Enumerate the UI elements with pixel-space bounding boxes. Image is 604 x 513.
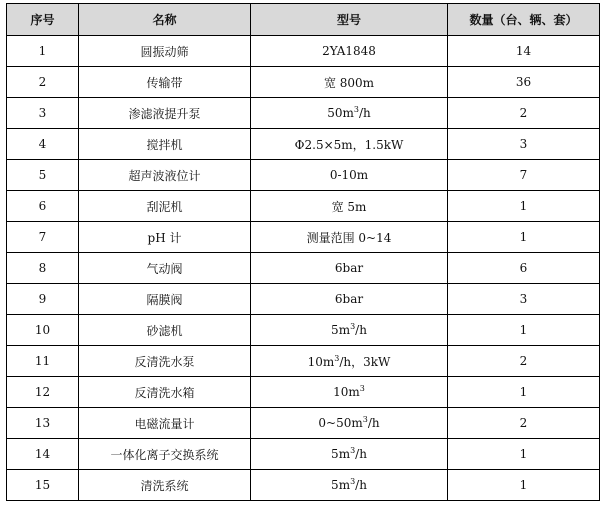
cell-quantity: 3 bbox=[448, 129, 600, 160]
cell-model: $10m^3/h$，3kW bbox=[251, 346, 448, 377]
table-row bbox=[7, 160, 600, 191]
cell-index: 7 bbox=[7, 222, 79, 253]
table-row bbox=[7, 439, 600, 470]
equipment-table bbox=[6, 3, 600, 501]
cell-name: 气动阀 bbox=[79, 253, 251, 284]
cell-quantity: 1 bbox=[448, 315, 600, 346]
cell-name: 反清洗水泵 bbox=[79, 346, 251, 377]
table-row bbox=[7, 67, 600, 98]
table-row bbox=[7, 98, 600, 129]
cell-quantity: 3 bbox=[448, 284, 600, 315]
cell-quantity: 1 bbox=[448, 377, 600, 408]
table-row bbox=[7, 377, 600, 408]
cell-name: 电磁流量计 bbox=[79, 408, 251, 439]
table-row bbox=[7, 222, 600, 253]
cell-name: 隔膜阀 bbox=[79, 284, 251, 315]
cell-index: 15 bbox=[7, 470, 79, 501]
cell-quantity: 6 bbox=[448, 253, 600, 284]
table-header-row bbox=[7, 4, 600, 36]
cell-name: 传输带 bbox=[79, 67, 251, 98]
cell-model: 宽 800m bbox=[251, 67, 448, 98]
table-row bbox=[7, 36, 600, 67]
cell-index: 13 bbox=[7, 408, 79, 439]
table-row bbox=[7, 129, 600, 160]
header-index: 序号 bbox=[7, 4, 79, 36]
cell-quantity: 1 bbox=[448, 222, 600, 253]
cell-index: 8 bbox=[7, 253, 79, 284]
cell-model: $0\sim 50m^3/h$ bbox=[251, 408, 448, 439]
cell-name: 圆振动筛 bbox=[79, 36, 251, 67]
cell-name: 搅拌机 bbox=[79, 129, 251, 160]
table-row bbox=[7, 284, 600, 315]
cell-name: 超声波液位计 bbox=[79, 160, 251, 191]
header-model: 型号 bbox=[251, 4, 448, 36]
cell-model: $5m^3/h$ bbox=[251, 439, 448, 470]
cell-index: 6 bbox=[7, 191, 79, 222]
table-body bbox=[7, 36, 600, 501]
cell-quantity: 2 bbox=[448, 408, 600, 439]
cell-index: 2 bbox=[7, 67, 79, 98]
cell-quantity: 1 bbox=[448, 439, 600, 470]
cell-model: 宽 5m bbox=[251, 191, 448, 222]
cell-model: Φ2.5×5m，1.5kW bbox=[251, 129, 448, 160]
cell-model: $5m^3/h$ bbox=[251, 315, 448, 346]
cell-index: 14 bbox=[7, 439, 79, 470]
cell-name: 一体化离子交换系统 bbox=[79, 439, 251, 470]
cell-index: 5 bbox=[7, 160, 79, 191]
cell-index: 12 bbox=[7, 377, 79, 408]
cell-index: 11 bbox=[7, 346, 79, 377]
cell-quantity: 2 bbox=[448, 98, 600, 129]
cell-model: $50m^3/h$ bbox=[251, 98, 448, 129]
cell-name: pH 计 bbox=[79, 222, 251, 253]
cell-name: 砂滤机 bbox=[79, 315, 251, 346]
cell-name: 刮泥机 bbox=[79, 191, 251, 222]
equipment-table-container bbox=[6, 3, 600, 501]
header-name: 名称 bbox=[79, 4, 251, 36]
header-quantity: 数量（台、辆、套） bbox=[448, 4, 600, 36]
table-row bbox=[7, 315, 600, 346]
cell-quantity: 2 bbox=[448, 346, 600, 377]
cell-quantity: 14 bbox=[448, 36, 600, 67]
table-row bbox=[7, 253, 600, 284]
cell-index: 10 bbox=[7, 315, 79, 346]
cell-model: $5m^3/h$ bbox=[251, 470, 448, 501]
table-row bbox=[7, 191, 600, 222]
cell-model: 2YA1848 bbox=[251, 36, 448, 67]
cell-name: 清洗系统 bbox=[79, 470, 251, 501]
cell-quantity: 1 bbox=[448, 470, 600, 501]
cell-name: 渗滤液提升泵 bbox=[79, 98, 251, 129]
table-row bbox=[7, 470, 600, 501]
cell-name: 反清洗水箱 bbox=[79, 377, 251, 408]
cell-model: $10m^3$ bbox=[251, 377, 448, 408]
cell-model: 6bar bbox=[251, 284, 448, 315]
cell-index: 1 bbox=[7, 36, 79, 67]
cell-model: 0-10m bbox=[251, 160, 448, 191]
table-row bbox=[7, 408, 600, 439]
cell-quantity: 36 bbox=[448, 67, 600, 98]
table-row bbox=[7, 346, 600, 377]
cell-index: 3 bbox=[7, 98, 79, 129]
cell-quantity: 1 bbox=[448, 191, 600, 222]
cell-index: 9 bbox=[7, 284, 79, 315]
cell-model: 6bar bbox=[251, 253, 448, 284]
cell-index: 4 bbox=[7, 129, 79, 160]
cell-quantity: 7 bbox=[448, 160, 600, 191]
cell-model: 测量范围 0~14 bbox=[251, 222, 448, 253]
